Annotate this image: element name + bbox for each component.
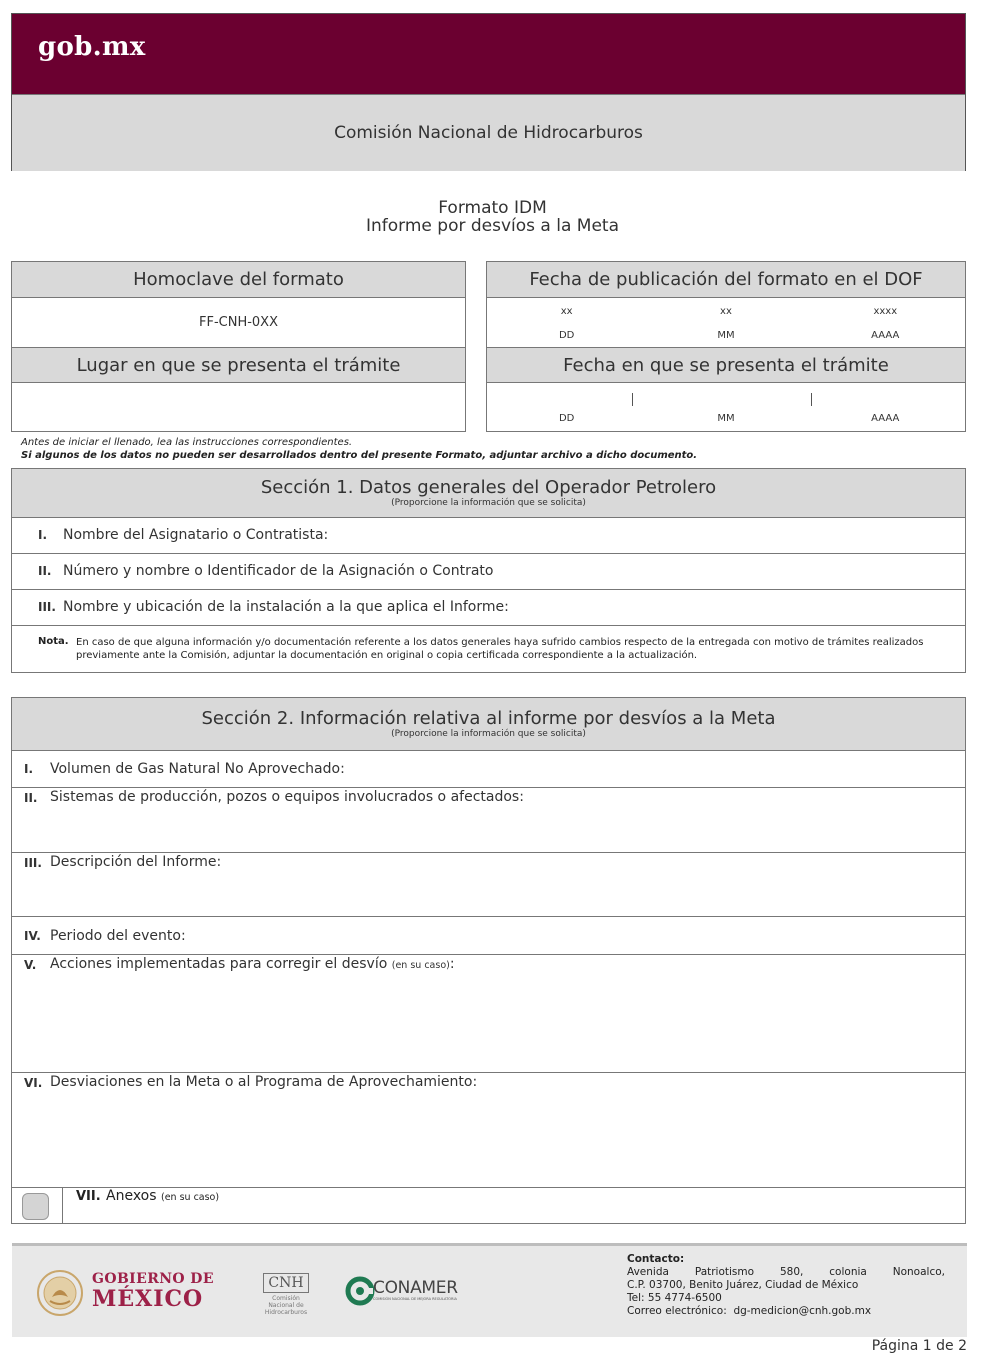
section-2-header <box>12 698 965 751</box>
conamer-logo-text <box>373 1279 458 1302</box>
section-2 <box>11 697 966 1224</box>
right-info-box <box>486 261 966 432</box>
item-label: Descripción del Informe: <box>50 854 222 870</box>
contact-address2: C.P. 03700, Benito Juárez, Ciudad de México <box>627 1279 859 1291</box>
item-number: II. <box>24 791 38 805</box>
cnh-full: Comisión Nacional de Hidrocarburos <box>264 1295 308 1316</box>
pub-date-dd-label: DD <box>558 330 575 341</box>
section-2-item-6[interactable] <box>12 1073 965 1188</box>
page-number: Página 1 de 2 <box>871 1338 967 1354</box>
contact-address1: Avenida Patriotismo 580, colonia Nonoalco, <box>627 1266 945 1278</box>
item-number: II. <box>38 564 52 578</box>
pub-date-values <box>487 298 965 347</box>
contact-block <box>627 1253 945 1318</box>
form-title-line2: Informe por desvíos a la Meta <box>366 216 619 236</box>
section-1-item-1[interactable] <box>12 518 965 554</box>
mexico-seal-icon <box>36 1269 84 1317</box>
pub-date-aaaa-label: AAAA <box>871 330 900 341</box>
contact-label: Contacto: <box>627 1253 685 1265</box>
date-separator <box>632 393 633 406</box>
page-footer <box>12 1243 967 1337</box>
item-label: Número y nombre o Identificador de la Asignación o Contrato <box>63 563 494 579</box>
section-1 <box>11 468 966 673</box>
submit-date-dd-label: DD <box>558 413 575 424</box>
form-title <box>0 199 985 235</box>
section-2-title: Sección 2. Información relativa al informe por desvíos a la Meta <box>201 708 776 729</box>
section-1-subtitle: (Proporcione la información que se solicita) <box>391 498 586 508</box>
instructions-line2: Si algunos de los datos no pueden ser desarrollados dentro del presente Formato, adjuntar archivo a dicho documento. <box>21 450 698 461</box>
left-info-box <box>11 261 466 432</box>
note-text: En caso de que alguna información y/o documentación referente a los datos generales haya sufrido cambios respecto de la entregada con motivo de trámites realizados previamente ante la Comisión, adjuntar la documentación en original o copia certificada correspondiente a la actualización. <box>76 637 924 661</box>
pub-date-mm: xx <box>720 306 732 317</box>
contact-email[interactable]: dg-medicion@cnh.gob.mx <box>733 1305 872 1317</box>
pub-date-aaaa: xxxx <box>873 306 898 317</box>
section-2-item-1[interactable] <box>12 751 965 788</box>
item-label-suffix: (en su caso) <box>391 960 450 971</box>
contact-email-line <box>627 1305 945 1318</box>
section-1-note <box>12 626 965 673</box>
submit-date-fields[interactable] <box>487 383 965 430</box>
item-number: VI. <box>24 1076 43 1090</box>
item-number: III. <box>24 856 42 870</box>
cnh-abbr: CNH <box>263 1273 309 1293</box>
item-number: V. <box>24 958 37 972</box>
item-label: Periodo del evento: <box>50 928 186 944</box>
item-label-text: Anexos <box>106 1188 157 1204</box>
section-1-title: Sección 1. Datos generales del Operador Petrolero <box>260 477 717 498</box>
item-number: I. <box>24 762 34 776</box>
item-number: VII. <box>76 1189 101 1204</box>
homoclave-value: FF-CNH-0XX <box>199 315 278 330</box>
section-1-header <box>12 469 965 518</box>
form-title-line1: Formato IDM <box>438 198 547 218</box>
section-2-item-3[interactable] <box>12 853 965 917</box>
section-2-item-5[interactable] <box>12 955 965 1073</box>
item-label-text: Acciones implementadas para corregir el desvío <box>50 956 388 972</box>
homoclave-label: Homoclave del formato <box>12 262 465 298</box>
section-1-item-3[interactable] <box>12 590 965 626</box>
item-number: IV. <box>24 929 41 943</box>
item-label-suffix: (en su caso) <box>160 1192 220 1203</box>
contact-phone: Tel: 55 4774-6500 <box>627 1292 722 1304</box>
conamer-logo-icon <box>345 1276 375 1306</box>
contact-email-label: Correo electrónico: <box>627 1305 727 1317</box>
pub-date-label: Fecha de publicación del formato en el DOF <box>487 262 965 298</box>
conamer-sub: COMISIÓN NACIONAL DE MEJORA REGULATORIA <box>373 1297 457 1301</box>
brand-bar <box>12 14 965 94</box>
submit-date-aaaa-label: AAAA <box>871 413 900 424</box>
cnh-logo <box>263 1273 309 1316</box>
item-label-colon: : <box>449 956 455 972</box>
item-number: III. <box>38 600 56 614</box>
brand-logo-text[interactable]: gob.mx <box>38 32 146 62</box>
item-number: I. <box>38 528 48 542</box>
section-2-item-7 <box>12 1188 965 1224</box>
item-label <box>50 956 455 972</box>
instructions <box>21 436 697 462</box>
agency-name: Comisión Nacional de Hidrocarburos <box>12 94 965 171</box>
item-label: Desviaciones en la Meta o al Programa de Aprovechamiento: <box>50 1074 478 1090</box>
instructions-line1: Antes de iniciar el llenado, lea las instrucciones correspondientes. <box>21 437 353 448</box>
pub-date-mm-label: MM <box>717 330 735 341</box>
date-separator <box>811 393 812 406</box>
note-label: Nota. <box>38 636 69 647</box>
annex-checkbox[interactable] <box>22 1193 49 1220</box>
annex-checkbox-cell <box>12 1188 63 1224</box>
gov-logo-text <box>92 1271 214 1311</box>
item-label: Nombre y ubicación de la instalación a la que aplica el Informe: <box>63 599 509 615</box>
gov-line2: MÉXICO <box>92 1286 204 1312</box>
item-label: Sistemas de producción, pozos o equipos involucrados o afectados: <box>50 789 524 805</box>
section-2-subtitle: (Proporcione la información que se solicita) <box>391 729 586 739</box>
place-input[interactable] <box>12 383 465 430</box>
item-label: Volumen de Gas Natural No Aprovechado: <box>50 761 345 777</box>
section-2-item-4[interactable] <box>12 917 965 955</box>
item-label <box>106 1188 219 1204</box>
submit-date-label: Fecha en que se presenta el trámite <box>487 347 965 383</box>
pub-date-dd: xx <box>560 306 573 317</box>
page-header <box>11 13 966 171</box>
gov-line1: GOBIERNO DE <box>92 1271 214 1287</box>
place-label: Lugar en que se presenta el trámite <box>12 347 465 383</box>
section-2-item-2[interactable] <box>12 788 965 853</box>
submit-date-mm-label: MM <box>717 413 735 424</box>
item-label: Nombre del Asignatario o Contratista: <box>63 527 329 543</box>
conamer-name: CONAMER <box>373 1278 458 1298</box>
section-1-item-2[interactable] <box>12 554 965 590</box>
